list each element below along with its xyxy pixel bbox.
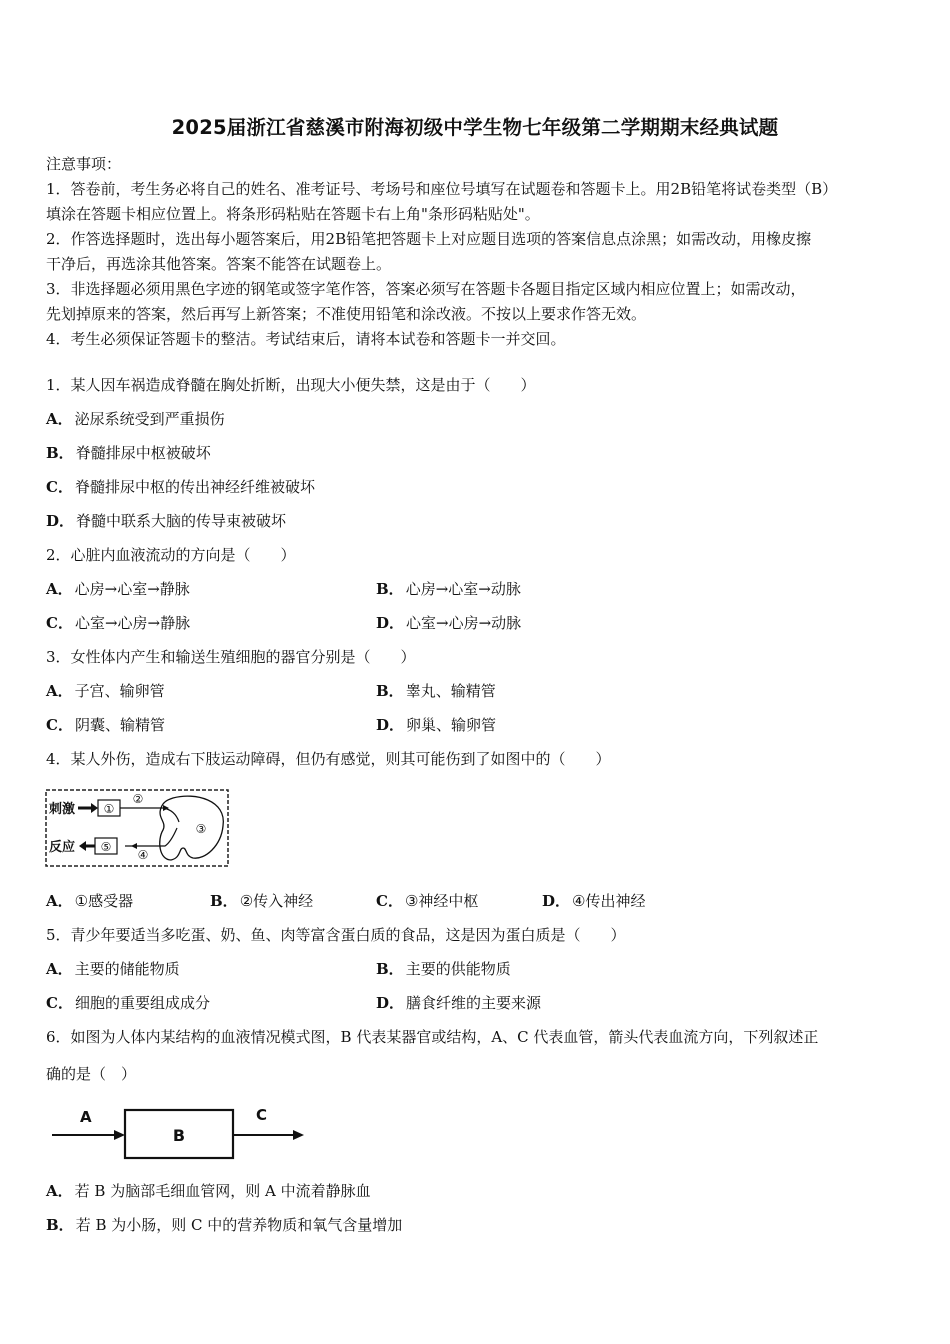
- option-key: A．: [46, 410, 73, 428]
- option-text: 子宫、输卵管: [74, 682, 165, 700]
- question-6-stem-line-1: 6．如图为人体内某结构的血液情况模式图，B 代表某器官或结构，A、C 代表血管，箭头代表血流方向，下列叙述正: [46, 1028, 819, 1046]
- notes-heading: 注意事项：: [46, 155, 122, 173]
- option-text: 阴囊、输精管: [74, 716, 165, 734]
- option-text: 心室→心房→动脉: [406, 614, 522, 632]
- question-6-stem-line-2: 确的是（ ）: [46, 1065, 137, 1083]
- notes-line: 2．作答选择题时，选出每小题答案后，用2B铅笔把答题卡上对应题目选项的答案信息点涂黑；如需改动，用橡皮擦: [46, 230, 812, 248]
- option-text: 若 B 为脑部毛细血管网，则 A 中流着静脉血: [74, 1182, 371, 1200]
- option-text: 细胞的重要组成成分: [74, 994, 210, 1012]
- option-key: A．: [46, 960, 73, 978]
- q3-option-d: [376, 714, 496, 736]
- option-text: ④传出神经: [572, 892, 646, 910]
- label-1: ①: [103, 802, 115, 816]
- option-key: D．: [376, 716, 405, 734]
- option-key: C．: [46, 716, 73, 734]
- efferent-nerve: [125, 828, 177, 846]
- option-key: B．: [46, 1216, 74, 1234]
- option-text: 脊髓中联系大脑的传导束被破坏: [76, 512, 287, 530]
- option-text: 若 B 为小肠，则 C 中的营养物质和氧气含量增加: [75, 1216, 403, 1234]
- option-key: C．: [46, 614, 73, 632]
- q4-option-d: [542, 890, 645, 912]
- q2-option-d: [376, 612, 521, 634]
- notes-line: 填涂在答题卡相应位置上。将条形码粘贴在答题卡右上角"条形码粘贴处"。: [46, 205, 540, 223]
- option-key: C．: [46, 994, 73, 1012]
- notes-line: 先划掉原来的答案，然后再写上新答案；不准使用铅笔和涂改液。不按以上要求作答无效。: [46, 305, 647, 323]
- option-key: A．: [46, 682, 73, 700]
- stimulus-arrowhead: [91, 803, 98, 813]
- q3-option-a: [46, 680, 165, 702]
- q6-option-b: [46, 1214, 402, 1236]
- vessel-a-arrowhead: [114, 1130, 125, 1140]
- option-key: B．: [376, 580, 404, 598]
- option-key: D．: [46, 512, 75, 530]
- option-text: 主要的供能物质: [405, 960, 511, 978]
- option-text: ①感受器: [74, 892, 134, 910]
- stimulus-label: 刺激: [49, 802, 76, 817]
- response-arrowhead: [79, 841, 86, 851]
- option-key: D．: [376, 994, 405, 1012]
- q4-option-c: [376, 890, 478, 912]
- q5-option-a: [46, 958, 180, 980]
- afferent-nerve: [120, 808, 179, 822]
- option-text: 主要的储能物质: [74, 960, 180, 978]
- option-text: ③神经中枢: [404, 892, 479, 910]
- option-text: 睾丸、输精管: [405, 682, 496, 700]
- option-key: B．: [210, 892, 238, 910]
- q5-option-d: [376, 992, 541, 1014]
- option-key: A．: [46, 580, 73, 598]
- notes-line: 干净后，再选涂其他答案。答案不能答在试题卷上。: [46, 255, 392, 273]
- q1-option-c: [46, 476, 315, 498]
- option-key: D．: [542, 892, 571, 910]
- option-key: B．: [376, 682, 404, 700]
- option-key: D．: [376, 614, 405, 632]
- q3-option-b: [376, 680, 496, 702]
- question-3-stem: 3．女性体内产生和输送生殖细胞的器官分别是（ ）: [46, 648, 416, 666]
- option-text: 卵巢、输卵管: [406, 716, 497, 734]
- option-key: A．: [46, 1182, 73, 1200]
- option-text: 脊髓排尿中枢被破坏: [75, 444, 211, 462]
- option-text: ②传入神经: [239, 892, 314, 910]
- notes-line: 3．非选择题必须用黑色字迹的钢笔或签字笔作答，答案必须写在答题卡各题目指定区域内相应位置上；如需改动，: [46, 280, 806, 298]
- q1-option-a: [46, 408, 225, 430]
- q5-option-c: [46, 992, 210, 1014]
- reflex-arc-diagram: [45, 788, 231, 870]
- q5-option-b: [376, 958, 511, 980]
- label-5: ⑤: [100, 840, 112, 854]
- structure-b-label: B: [172, 1126, 186, 1145]
- option-key: B．: [376, 960, 404, 978]
- q6-option-a: [46, 1180, 371, 1202]
- option-text: 脊髓排尿中枢的传出神经纤维被破坏: [74, 478, 315, 496]
- q2-option-b: [376, 578, 521, 600]
- question-1-stem: 1．某人因车祸造成脊髓在胸处折断，出现大小便失禁，这是由于（ ）: [46, 376, 536, 394]
- q3-option-c: [46, 714, 165, 736]
- q1-option-d: [46, 510, 286, 532]
- option-text: 膳食纤维的主要来源: [406, 994, 542, 1012]
- response-label: 反应: [49, 840, 76, 855]
- label-2: ②: [132, 792, 144, 806]
- label-4: ④: [137, 848, 149, 862]
- question-5-stem: 5．青少年要适当多吃蛋、奶、鱼、肉等富含蛋白质的食品，这是因为蛋白质是（ ）: [46, 926, 626, 944]
- question-2-stem: 2．心脏内血液流动的方向是（ ）: [46, 546, 296, 564]
- notes-line: 1．答卷前，考生务必将自己的姓名、准考证号、考场号和座位号填写在试题卷和答题卡上。用2B铅笔将试卷类型（B）: [46, 180, 838, 198]
- notes-line: 4．考生必须保证答题卡的整洁。考试结束后，请将本试卷和答题卡一并交回。: [46, 330, 566, 348]
- label-3: ③: [195, 822, 207, 836]
- q1-option-b: [46, 442, 211, 464]
- vessel-a-label: A: [80, 1108, 92, 1126]
- q4-option-b: [210, 890, 313, 912]
- question-4-stem: 4．某人外伤，造成右下肢运动障碍，但仍有感觉，则其可能伤到了如图中的（ ）: [46, 750, 611, 768]
- q2-option-a: [46, 578, 190, 600]
- option-text: 心房→心室→动脉: [405, 580, 521, 598]
- option-text: 泌尿系统受到严重损伤: [74, 410, 225, 428]
- page-title: 2025届浙江省慈溪市附海初级中学生物七年级第二学期期末经典试题: [171, 116, 779, 139]
- option-key: A．: [46, 892, 73, 910]
- option-key: C．: [376, 892, 403, 910]
- vessel-c-arrowhead: [293, 1130, 304, 1140]
- blood-flow-diagram: [50, 1102, 312, 1162]
- notes-section: [46, 152, 908, 352]
- option-text: 心房→心室→静脉: [74, 580, 190, 598]
- option-key: B．: [46, 444, 74, 462]
- option-key: C．: [46, 478, 73, 496]
- option-text: 心室→心房→静脉: [74, 614, 191, 632]
- vessel-c-label: C: [256, 1106, 268, 1124]
- spinal-cord-section: [160, 796, 224, 860]
- efferent-arrowhead: [131, 843, 137, 849]
- q4-option-a: [46, 890, 133, 912]
- q2-option-c: [46, 612, 190, 634]
